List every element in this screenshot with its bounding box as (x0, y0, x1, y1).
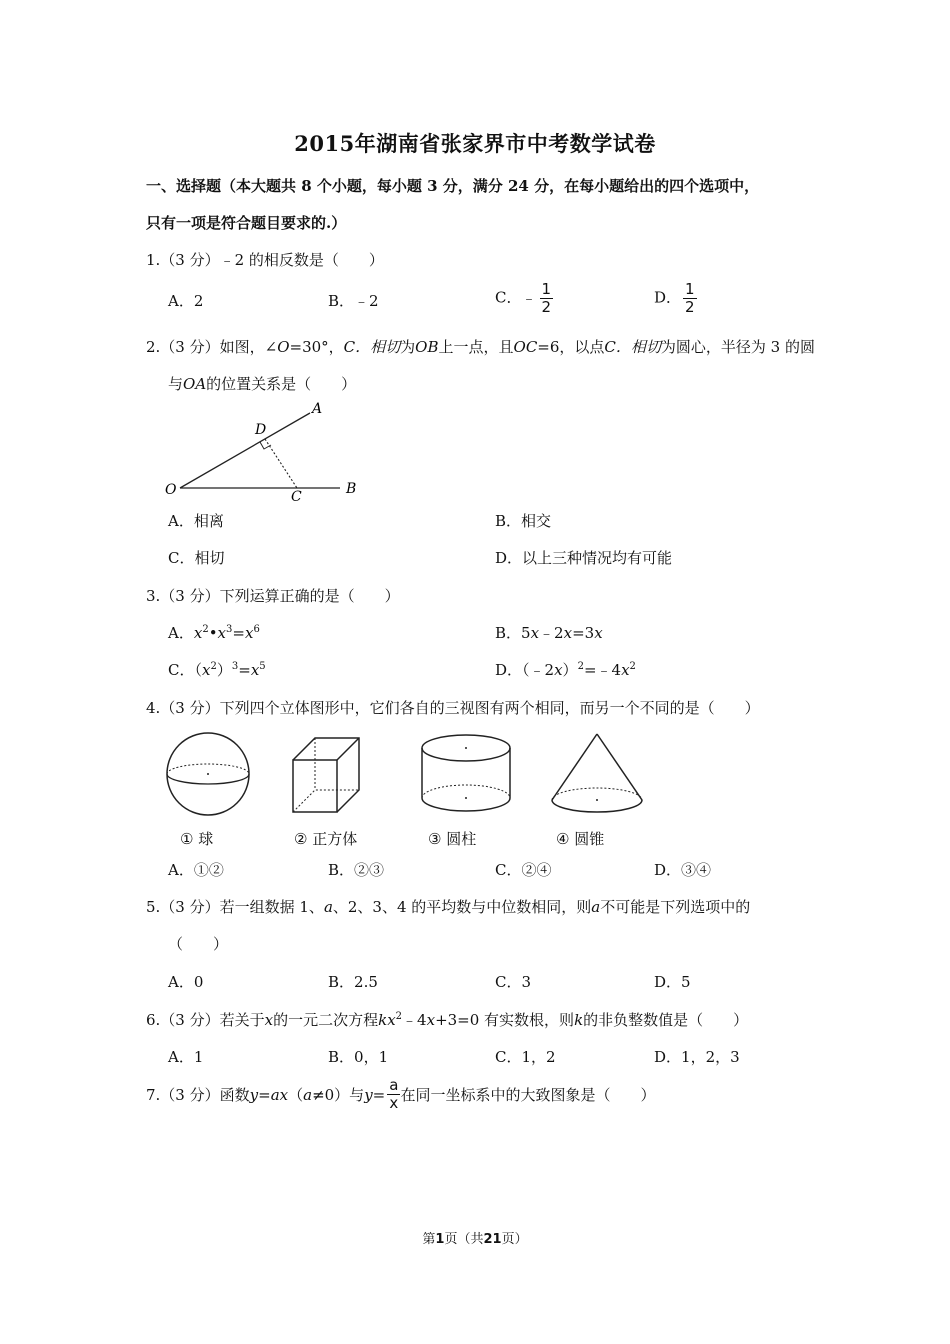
q1-option-d (654, 282, 697, 315)
coef: 5 (521, 624, 531, 642)
dot: • (208, 624, 218, 642)
var-c: C．相切 (343, 338, 401, 356)
q5-option-c: C．3 (495, 973, 532, 991)
total-pages: 21 (483, 1232, 502, 1247)
section-header-line1: 一、选择题（本大题共 8 个小题，每小题 3 分，满分 24 分，在每小题给出的四个选项中， (146, 177, 760, 195)
fraction-numerator: a (389, 1076, 399, 1094)
fraction-denominator: 2 (685, 298, 695, 316)
q2-option-c: C．相切 (168, 549, 225, 567)
q1-option-d-fraction (683, 282, 697, 315)
var-o: O (277, 338, 290, 356)
exponent: 3 (226, 624, 233, 635)
var-x: x (530, 624, 540, 642)
q4-solid-figures (160, 728, 660, 820)
stem-text: 的非负整数值是（ ） (583, 1011, 749, 1029)
stem-text: 6.（3 分）若关于 (146, 1011, 265, 1029)
label-o: O (165, 482, 177, 498)
fraction-denominator: 2 (541, 298, 552, 316)
question-5-stem-line2: （ ） (168, 935, 229, 953)
page-footer (0, 1228, 950, 1247)
q4-option-c: C．②④ (495, 861, 552, 879)
stem-text: 在同一坐标系中的大致图象是（ ） (400, 1086, 656, 1104)
stem-text: 不可能是下列选项中的 (600, 898, 751, 916)
paren: ） (216, 661, 232, 679)
option-prefix: C． (168, 661, 195, 679)
question-5-stem-line1 (146, 896, 750, 917)
fraction-numerator: 1 (685, 280, 695, 298)
stem-text: = (258, 1085, 271, 1104)
page-number: 1 (435, 1232, 445, 1247)
var-ax: ax (270, 1085, 289, 1104)
q6-option-d: D．1，2，3 (654, 1048, 740, 1066)
var-x: x (621, 661, 630, 679)
question-2-stem-line1 (146, 336, 815, 357)
q1-option-c-prefix: C． (495, 288, 522, 307)
var-oc: OC (513, 338, 538, 356)
var-x: x (594, 624, 603, 642)
stem-text: 2.（3 分）如图，∠ (146, 338, 278, 356)
exponent: 5 (259, 661, 266, 672)
option-prefix: B． (495, 624, 522, 642)
label-c: C (291, 489, 302, 503)
stem-text: = (372, 1085, 386, 1104)
q3-option-a (168, 622, 260, 643)
exponent: 3 (231, 661, 239, 672)
option-prefix: D． (495, 661, 523, 679)
question-6-stem (146, 1009, 748, 1030)
question-1-stem: 1.（3 分）﹣2 的相反数是（ ） (146, 251, 384, 269)
perpendicular-cd (265, 439, 297, 488)
stem-text: ﹣4 (402, 1011, 427, 1029)
stem-text: ≠0）与 (312, 1086, 365, 1104)
sphere-figure (167, 733, 249, 815)
var-c: C．相切 (604, 338, 661, 356)
stem-text: 的位置关系是（ ） (206, 375, 357, 393)
q4-option-a: A．①② (168, 861, 224, 879)
var-k: k (378, 1011, 388, 1029)
stem-text: +3=0 有实数根，则 (435, 1011, 575, 1029)
equals: = (232, 624, 245, 642)
stem-text: （ (288, 1086, 304, 1104)
stem-text: =6，以点 (537, 338, 605, 356)
q5-option-d: D．5 (654, 973, 691, 991)
q4-option-b: B．②③ (328, 861, 385, 879)
stem-text: 5.（3 分）若一组数据 1、 (146, 898, 324, 916)
cone-figure (552, 734, 642, 812)
var-x: x (426, 1011, 436, 1029)
term: =﹣4 (583, 661, 622, 679)
var-x: x (387, 1011, 396, 1029)
paren: ） (562, 661, 578, 679)
var-a: a (303, 1085, 313, 1104)
exponent: 6 (253, 624, 260, 635)
var-x: x (250, 661, 260, 679)
label-a: A (312, 401, 323, 417)
var-y: y (249, 1085, 259, 1104)
paren: （ (194, 661, 202, 679)
cylinder-figure (422, 735, 510, 811)
term: （﹣2 (522, 661, 555, 679)
right-angle-mark (260, 442, 271, 449)
question-4-stem: 4.（3 分）下列四个立体图形中，它们各自的三视图有两个相同，而另一个不同的是（ ） (146, 699, 760, 717)
stem-text: 7.（3 分）函数 (146, 1086, 250, 1104)
q1-option-d-prefix: D． (654, 288, 682, 307)
var-oa: OA (183, 375, 207, 393)
term: ﹣2 (539, 624, 564, 642)
exponent: 2 (395, 1011, 403, 1022)
q3-option-c (168, 659, 266, 680)
stem-text: =30°， (289, 338, 344, 356)
q2-geometry-figure (160, 398, 370, 503)
footer-text: 页（共 (444, 1232, 484, 1247)
stem-text: 上一点，且 (438, 338, 514, 356)
q6-option-b: B．0，1 (328, 1048, 389, 1066)
q1-option-b: B．﹣2 (328, 292, 379, 310)
question-7-stem (146, 1078, 655, 1111)
exponent: 2 (629, 661, 636, 672)
stem-text: 为 (400, 338, 416, 356)
fraction-numerator: 1 (541, 280, 552, 298)
var-ob: OB (415, 338, 439, 356)
q6-option-c: C．1，2 (495, 1048, 556, 1066)
exponent: 2 (577, 661, 584, 672)
exponent: 2 (202, 624, 209, 635)
q2-option-a: A．相离 (168, 512, 224, 530)
footer-text: 页） (501, 1232, 528, 1247)
term: =3 (572, 624, 595, 642)
q3-option-d (495, 659, 636, 680)
question-2-stem-line2 (168, 373, 356, 394)
var-x: x (202, 661, 211, 679)
label-cylinder: ③ 圆柱 (428, 830, 477, 848)
var-a: a (591, 898, 601, 916)
var-x: x (563, 624, 573, 642)
q1-option-a: A．2 (168, 292, 204, 310)
var-y: y (364, 1085, 373, 1104)
var-x: x (244, 624, 254, 642)
footer-text: 第 (422, 1232, 436, 1247)
q4-option-d: D．③④ (654, 861, 712, 879)
label-cone: ④ 圆锥 (556, 830, 605, 848)
q2-option-b: B．相交 (495, 512, 552, 530)
fraction-denominator: x (389, 1094, 399, 1112)
page-title: 2015年湖南省张家界市中考数学试卷 (294, 131, 656, 156)
label-cube: ② 正方体 (294, 830, 358, 848)
stem-text: 、2、3、4 的平均数与中位数相同，则 (332, 898, 592, 916)
label-d: D (255, 422, 267, 438)
option-prefix: A． (168, 624, 194, 642)
q3-option-b (495, 622, 603, 643)
cube-figure (293, 738, 359, 812)
section-header-line2: 只有一项是符合题目要求的.） (146, 214, 347, 232)
stem-text: 的一元二次方程 (273, 1011, 379, 1029)
stem-text: 为圆心，半径为 3 的圆 (660, 338, 815, 356)
var-a: a (323, 898, 333, 916)
q2-option-d: D．以上三种情况均有可能 (495, 549, 673, 567)
var-x: x (264, 1011, 274, 1029)
q5-option-a: A．0 (168, 973, 204, 991)
label-sphere: ① 球 (180, 830, 214, 848)
var-x: x (217, 624, 227, 642)
question-3-stem: 3.（3 分）下列运算正确的是（ ） (146, 587, 400, 605)
q6-option-a: A．1 (168, 1048, 204, 1066)
stem-text: 与 (168, 375, 184, 393)
ray-oa (180, 413, 310, 488)
label-b: B (346, 481, 357, 497)
equals: = (238, 661, 251, 679)
q1-option-c (495, 282, 553, 315)
var-x: x (554, 661, 563, 679)
var-k: k (574, 1011, 584, 1029)
q5-option-b: B．2.5 (328, 973, 378, 991)
q7-fraction (387, 1078, 400, 1111)
var-x: x (193, 624, 203, 642)
exponent: 2 (210, 661, 217, 672)
q1-option-c-sign: ﹣ (521, 288, 537, 307)
q1-option-c-fraction (540, 282, 554, 315)
